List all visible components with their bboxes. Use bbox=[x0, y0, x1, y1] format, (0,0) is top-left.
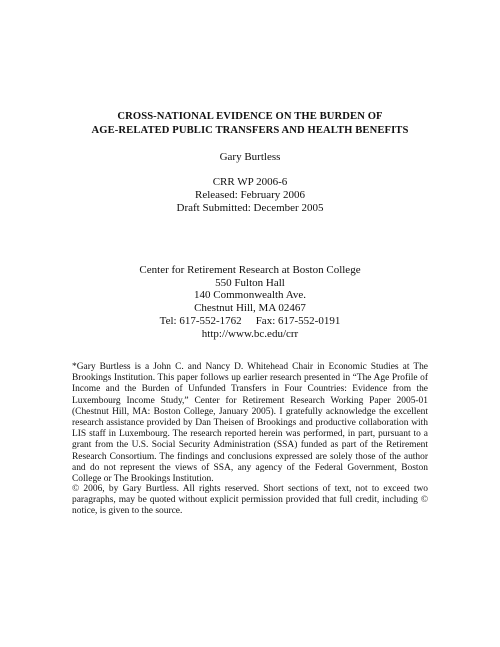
title-line-1: CROSS-NATIONAL EVIDENCE ON THE BURDEN OF bbox=[117, 111, 383, 122]
draft-date: Draft Submitted: December 2005 bbox=[176, 202, 324, 214]
contact-line bbox=[0, 315, 500, 328]
working-paper-info bbox=[0, 176, 500, 215]
center-name: Center for Retirement Research at Boston College bbox=[139, 264, 361, 276]
paper-title bbox=[60, 110, 440, 138]
working-paper-number: CRR WP 2006-6 bbox=[212, 176, 288, 188]
author-footnote: *Gary Burtless is a John C. and Nancy D. Whitehead Chair in Economic Studies at The Brookings Institution. This paper follows up earlier research presented in “The Age Profile of Income and the Burden of Unfunded Transfers in Four Countries: Evidence from the Luxembourg Income Study,” Center for Retirement Research Working Paper 2005-01 (Chestnut Hill, MA: Boston College, January 2005). I gratefully acknowledge the excellent research assistance provided by Dan Theisen of Brookings and productive collaboration with LIS staff in Luxembourg. The research reported herein was performed, in part, pursuant to a grant from the U.S. Social Security Administration (SSA) funded as part of the Retirement Research Consortium. The findings and conclusions expressed are solely those of the author and do not represent the views of SSA, any agency of the Federal Government, Boston College or The Brookings Institution. bbox=[72, 362, 428, 485]
fax: Fax: 617-552-0191 bbox=[255, 314, 341, 327]
title-line-2: AGE-RELATED PUBLIC TRANSFERS AND HEALTH BENEFITS bbox=[91, 125, 409, 136]
center-hall: 550 Fulton Hall bbox=[215, 276, 285, 289]
telephone: Tel: 617-552-1762 bbox=[159, 314, 242, 327]
center-address bbox=[0, 264, 500, 340]
copyright-notice: © 2006, by Gary Burtless. All rights reserved. Short sections of text, not to exceed two paragraphs, may be quoted without explicit permission provided that full credit, including © notice, is given to the source. bbox=[72, 484, 428, 517]
author-name: Gary Burtless bbox=[219, 151, 281, 163]
center-street: 140 Commonwealth Ave. bbox=[194, 289, 306, 302]
release-date: Released: February 2006 bbox=[195, 189, 305, 201]
center-city: Chestnut Hill, MA 02467 bbox=[194, 302, 306, 315]
website-link[interactable]: http://www.bc.edu/crr bbox=[201, 327, 299, 340]
